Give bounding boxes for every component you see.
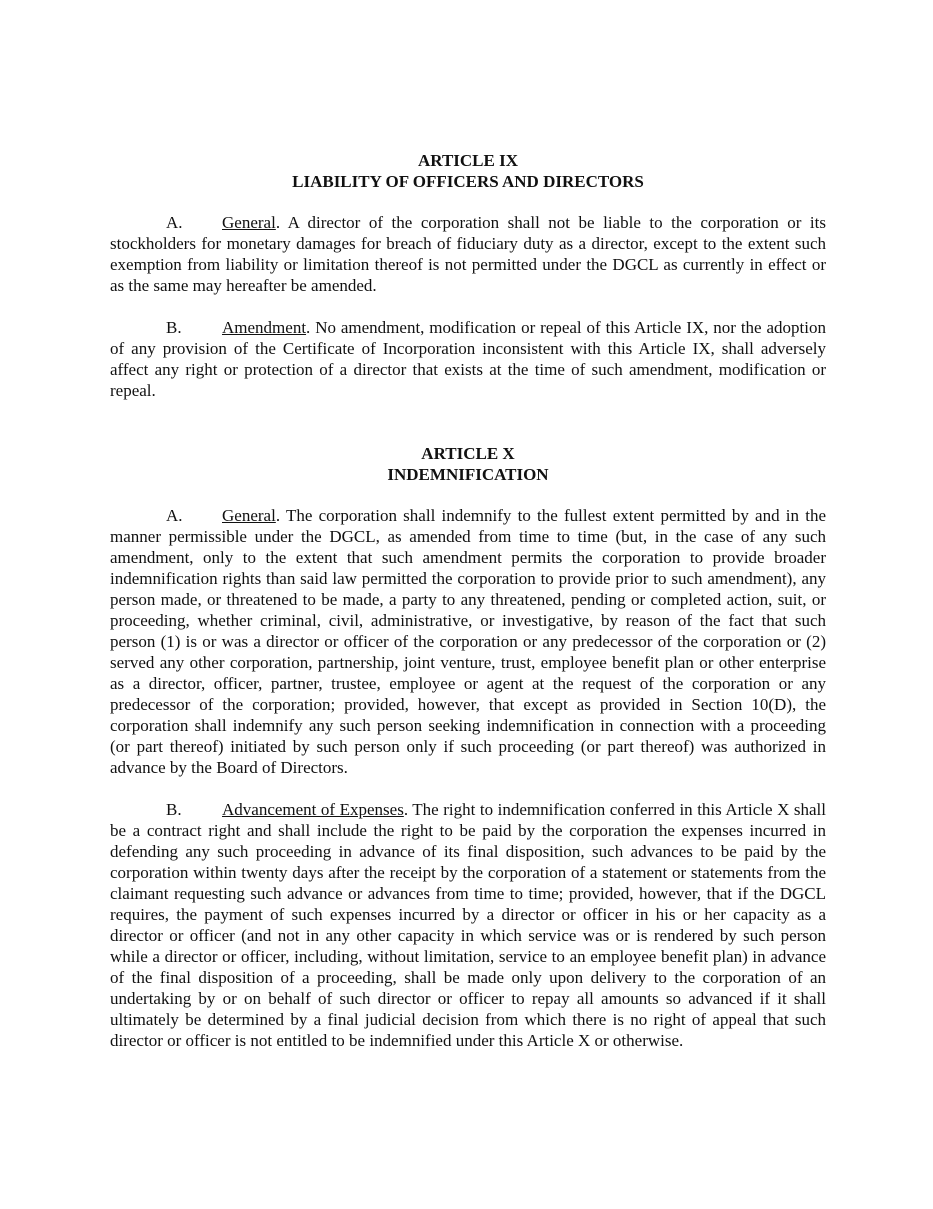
article-ix-title: ARTICLE IX xyxy=(417,151,518,170)
section-text: . The right to indemnification conferred in this Article X shall be a contract right and shall include the right to be paid by the corporation the expenses incurred in defending any such proceeding in advance of its final disposition, such advances to be paid by the corporation within twenty days after the receipt by the corporation of a statement or statements from the claimant requesting such advance or advances from time to time; provided, however, that if the DGCL requires, the payment of such expenses incurred by a director or officer in his or her capacity as a director or officer (and not in any other capacity in which service was or is rendered by such person while a director or officer, including, without limitation, service to an employee benefit plan) in advance of the final disposition of a proceeding, shall be made only upon delivery to the corporation of an undertaking by or on behalf of such director or officer to repay all amounts so advanced if it shall ultimately be determined by a final judicial decision from which there is no right of appeal that such director or officer is not entitled to be indemnified under this Article X or otherwise. xyxy=(110,800,826,1050)
document-page xyxy=(110,150,826,1051)
section-label: A. xyxy=(166,213,183,232)
section-heading: General xyxy=(222,213,276,232)
article-x-section-a xyxy=(110,505,826,778)
article-x-title: ARTICLE X xyxy=(421,444,515,463)
section-text: . A director of the corporation shall not be liable to the corporation or its stockholders for monetary damages for breach of fiduciary duty as a director, except to the extent such exemption from liability or limitation thereof is not permitted under the DGCL as currently in effect or as the same may hereafter be amended. xyxy=(110,213,826,295)
article-ix-section-a xyxy=(110,212,826,296)
section-heading: Advancement of Expenses xyxy=(222,800,404,819)
article-x-section-b xyxy=(110,799,826,1051)
section-label: A. xyxy=(166,506,183,525)
section-label: B. xyxy=(166,800,182,819)
article-ix-subtitle: LIABILITY OF OFFICERS AND DIRECTORS xyxy=(292,172,644,191)
section-heading: Amendment xyxy=(222,318,307,337)
section-text: . The corporation shall indemnify to the fullest extent permitted by and in the manner permissible under the DGCL, as amended from time to time (but, in the case of any such amendment, only to the extent that such amendment permits the corporation to provide broader indemnification rights than said law permitted the corporation to provide prior to such amendment), any person made, or threatened to be made, a party to any threatened, pending or completed action, suit, or proceeding, whether criminal, civil, administrative, or investigative, by reason of the fact that such person (1) is or was a director or officer of the corporation or any predecessor of the corporation or (2) served any other corporation, partnership, joint venture, trust, employee benefit plan or other enterprise as a director, officer, partner, trustee, employee or agent at the request of the corporation or any predecessor of the corporation; provided, however, that except as provided in Section 10(D), the corporation shall indemnify any such person seeking indemnification in connection with a proceeding (or part thereof) initiated by such person only if such proceeding (or part thereof) was authorized in advance by the Board of Directors. xyxy=(110,506,826,777)
article-x-subtitle: INDEMNIFICATION xyxy=(387,465,549,484)
section-heading: General xyxy=(222,506,276,525)
section-text: . No amendment, modification or repeal of this Article IX, nor the adoption of any provision of the Certificate of Incorporation inconsistent with this Article IX, shall adversely affect any right or protection of a director that exists at the time of such amendment, modification or repeal. xyxy=(110,318,826,400)
article-ix-section-b xyxy=(110,317,826,401)
section-label: B. xyxy=(166,318,182,337)
